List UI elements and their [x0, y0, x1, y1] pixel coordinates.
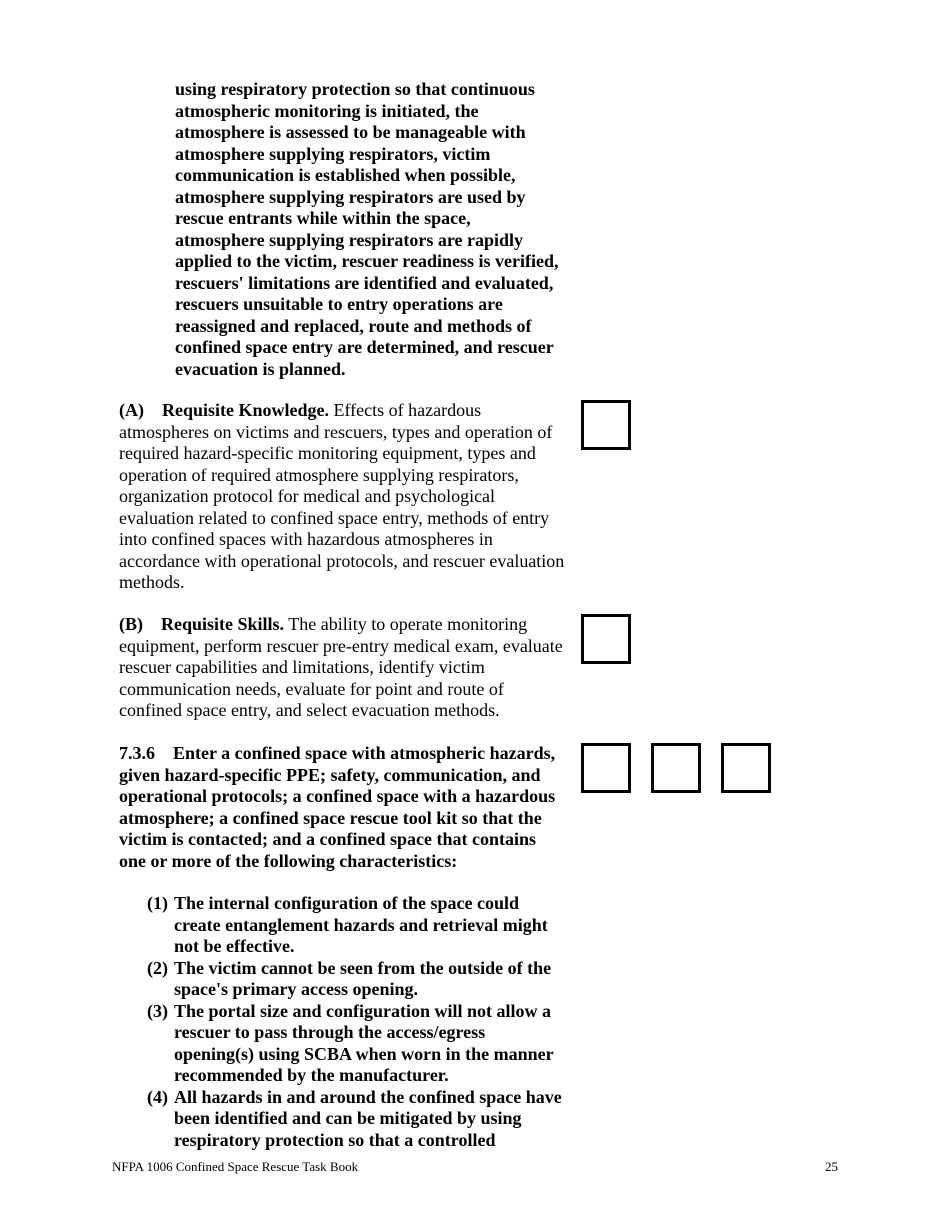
section-b	[119, 614, 569, 722]
section-736-checkbox-3[interactable]	[721, 743, 771, 793]
section-736-number: 7.3.6	[119, 743, 155, 763]
page-number: 25	[825, 1159, 838, 1174]
section-a-checkbox[interactable]	[581, 400, 631, 450]
characteristics-list	[147, 893, 567, 1151]
section-736-checkbox-1[interactable]	[581, 743, 631, 793]
section-736-checkbox-2[interactable]	[651, 743, 701, 793]
section-a-label: Requisite Knowledge.	[162, 400, 330, 420]
section-b-checkbox[interactable]	[581, 614, 631, 664]
list-item-number: (4)	[147, 1086, 168, 1107]
section-b-label: Requisite Skills.	[161, 614, 285, 634]
list-item-text: The internal configuration of the space could create entanglement hazards and retrieval might not be effective.	[174, 893, 548, 956]
list-item-number: (2)	[147, 957, 168, 978]
list-item-text: All hazards in and around the confined space have been identified and can be mitigated by using respiratory protection so that a controlled	[174, 1086, 562, 1150]
section-a-text: Effects of hazardous atmospheres on victims and rescuers, types and operation of required hazard-specific monitoring equipment, types and operation of required atmosphere supplying respirators, organization protocol for medical and psychological evaluation related to confined space entry, methods of entry into confined spaces with hazardous atmospheres in accordance with operational protocols, and rescuer evaluation methods.	[119, 400, 565, 592]
list-item-text: The portal size and configuration will not allow a rescuer to pass through the access/egress opening(s) using SCBA when worn in the manner recommended by the manufacturer.	[174, 1000, 554, 1085]
list-item	[147, 958, 567, 1001]
section-736	[119, 743, 564, 872]
continuation-text: using respiratory protection so that continuous atmospheric monitoring is initiated, the atmosphere is assessed to be manageable with atmosphere supplying respirators, victim communication is established when possible, atmosphere supplying respirators are used by rescue entrants while within the space, atmosphere supplying respirators are rapidly applied to the victim, rescuer readiness is verified, rescuers' limitations are identified and evaluated, rescuers unsuitable to entry operations are reassigned and replaced, route and methods of confined space entry are determined, and rescuer evacuation is planned.	[175, 79, 559, 379]
list-item	[147, 1087, 567, 1152]
section-736-text: Enter a confined space with atmospheric hazards, given hazard-specific PPE; safety, communication, and operational protocols; a confined space with a hazardous atmosphere; a confined space rescue tool kit so that the victim is contacted; and a confined space that contains one or more of the following characteristics:	[119, 743, 556, 871]
list-item	[147, 1001, 567, 1087]
continuation-paragraph	[175, 79, 560, 380]
section-a	[119, 400, 569, 594]
section-b-prefix: (B)	[119, 614, 143, 634]
list-item-number: (1)	[147, 893, 168, 913]
list-item	[147, 893, 567, 958]
section-b-text: The ability to operate monitoring equipment, perform rescuer pre-entry medical exam, evaluate rescuer capabilities and limitations, identify victim communication needs, evaluate for point and route of confined space entry, and select evacuation methods.	[119, 614, 563, 720]
list-item-text: The victim cannot be seen from the outside of the space's primary access opening.	[174, 957, 552, 999]
list-item-number: (3)	[147, 1000, 168, 1021]
footer-title: NFPA 1006 Confined Space Rescue Task Book	[112, 1159, 359, 1174]
section-a-prefix: (A)	[119, 400, 144, 420]
